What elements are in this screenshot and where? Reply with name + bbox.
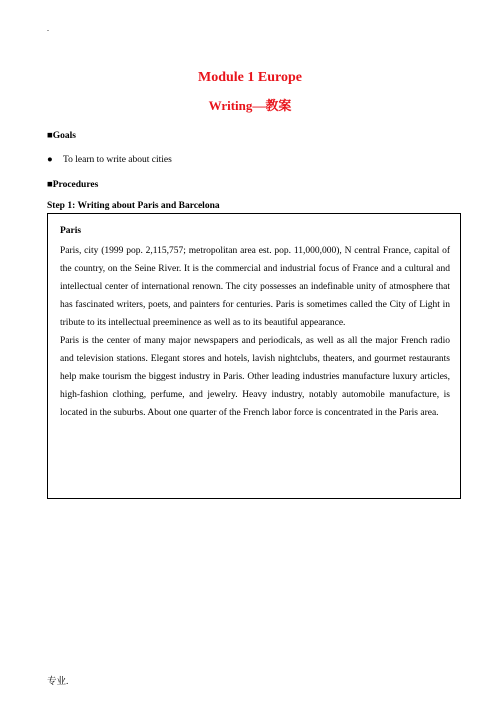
box-heading: Paris <box>60 226 82 236</box>
procedures-heading: ■Procedures <box>47 180 99 190</box>
step-heading: Step 1: Writing about Paris and Barcelona <box>47 201 220 211</box>
document-subtitle: Writing—教案 <box>208 98 292 113</box>
bullet-icon: ● <box>47 155 53 165</box>
header-mark: . <box>47 24 49 33</box>
paris-text-box <box>47 213 461 499</box>
document-title: Module 1 Europe <box>198 70 302 85</box>
goals-item-text: To learn to write about cities <box>63 155 172 165</box>
goals-heading: ■Goals <box>47 131 76 141</box>
box-paragraph-2: Paris is the center of many major newspapers and periodicals, as well as all the major French radio and television stations. Elegant stores and hotels, lavish nightclubs, theaters, and gourmet restaurants help make tourism the biggest industry in Paris. Other leading industries manufacture luxury articles, high-fashion clothing, perfume, and jewelry. Heavy industry, notably automobile manufacture, is located in the suburbs. About one quarter of the French labor force is concentrated in the Paris area. <box>60 336 450 418</box>
page-footer: 专业. <box>47 677 69 687</box>
box-paragraph-1: Paris, city (1999 pop. 2,115,757; metropolitan area est. pop. 11,000,000), N central France, capital of the country, on the Seine River. It is the commercial and industrial focus of France and a cultural and intellectual center of international renown. The city possesses an indefinable unity of atmosphere that has fascinated writers, poets, and painters for centuries. Paris is sometimes called the City of Light in tribute to its intellectual preeminence as well as to its beautiful appearance. <box>60 246 450 328</box>
goals-list-item <box>47 154 172 166</box>
